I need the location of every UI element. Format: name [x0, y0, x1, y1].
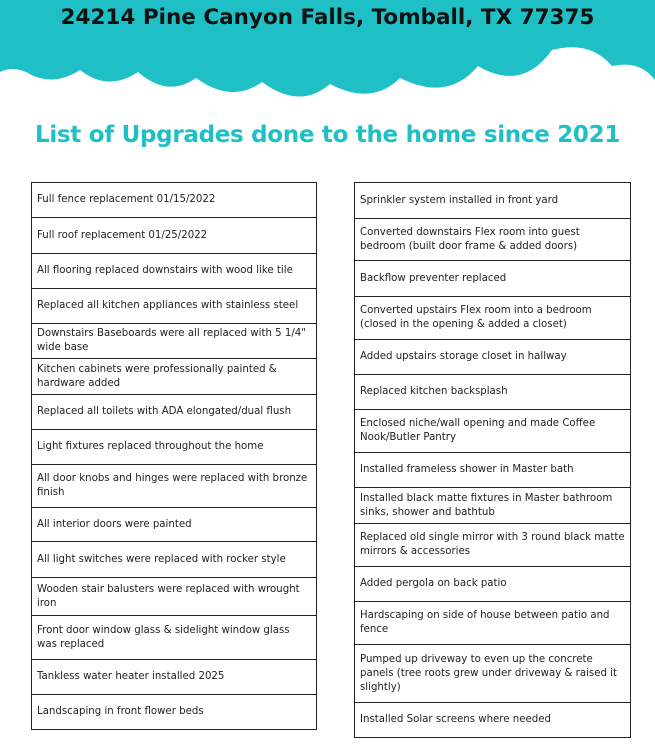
table-row: Enclosed niche/wall opening and made Coffee Nook/Butler Pantry	[355, 410, 630, 453]
table-row: Installed black matte fixtures in Master bathroom sinks, shower and bathtub	[355, 488, 630, 524]
table-row: Light fixtures replaced throughout the home	[32, 430, 316, 465]
table-row: Downstairs Baseboards were all replaced with 5 1/4" wide base	[32, 324, 316, 359]
table-row: All light switches were replaced with rocker style	[32, 542, 316, 578]
property-address-title: 24214 Pine Canyon Falls, Tomball, TX 77375	[60, 5, 595, 30]
table-row: Installed Solar screens where needed	[355, 703, 630, 738]
table-row: Front door window glass & sidelight window glass was replaced	[32, 616, 316, 660]
table-row: Replaced all toilets with ADA elongated/dual flush	[32, 395, 316, 430]
upgrades-table-right	[354, 182, 631, 738]
table-row: All flooring replaced downstairs with wood like tile	[32, 254, 316, 289]
table-row: Replaced old single mirror with 3 round black matte mirrors & accessories	[355, 524, 630, 567]
table-row: Full fence replacement 01/15/2022	[32, 183, 316, 218]
upgrades-table-left	[31, 182, 317, 730]
table-row: Kitchen cabinets were professionally painted & hardware added	[32, 359, 316, 395]
table-row: All door knobs and hinges were replaced with bronze finish	[32, 465, 316, 508]
table-row: Hardscaping on side of house between patio and fence	[355, 602, 630, 645]
table-row: Pumped up driveway to even up the concrete panels (tree roots grew under driveway & raised it slightly)	[355, 645, 630, 703]
upgrades-list-heading: List of Upgrades done to the home since 2021	[34, 122, 621, 148]
table-row: Installed frameless shower in Master bath	[355, 453, 630, 488]
table-row: Backflow preventer replaced	[355, 261, 630, 297]
table-row: Wooden stair balusters were replaced with wrought iron	[32, 578, 316, 616]
table-row: Added pergola on back patio	[355, 567, 630, 602]
table-row: Replaced all kitchen appliances with stainless steel	[32, 289, 316, 324]
table-row: Converted downstairs Flex room into guest bedroom (built door frame & added doors)	[355, 219, 630, 261]
table-row: All interior doors were painted	[32, 508, 316, 542]
table-row: Replaced kitchen backsplash	[355, 375, 630, 410]
table-row: Tankless water heater installed 2025	[32, 660, 316, 695]
table-row: Converted upstairs Flex room into a bedroom (closed in the opening & added a closet)	[355, 297, 630, 340]
table-row: Sprinkler system installed in front yard	[355, 183, 630, 219]
table-row: Added upstairs storage closet in hallway	[355, 340, 630, 375]
table-row: Full roof replacement 01/25/2022	[32, 218, 316, 254]
table-row: Landscaping in front flower beds	[32, 695, 316, 730]
